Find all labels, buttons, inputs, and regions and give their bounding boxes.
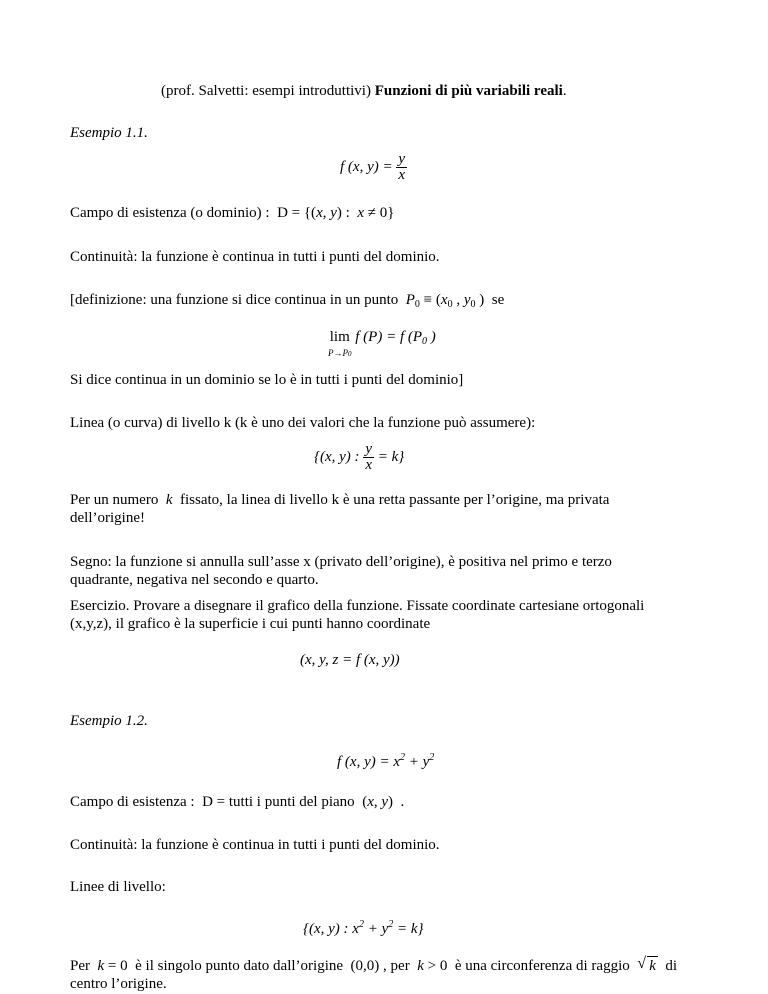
domain-2-text-b: D = tutti i punti del piano xyxy=(202,794,355,810)
k-cases-text-a: Per xyxy=(70,958,90,974)
k-cases-text-c: , per xyxy=(383,958,410,974)
example-2-heading: Esempio 1.2. xyxy=(70,713,148,729)
domain-line-2: Campo di esistenza : D = tutti i punti del piano (x, y) . xyxy=(70,794,405,810)
fixed-k-paragraph: Per un numero k fissato, la linea di livello k è una retta passante per l’origine, ma privata dell’origine! xyxy=(70,492,610,526)
continuity-text-1: Continuità: la funzione è continua in tutti i punti del dominio. xyxy=(70,249,440,265)
level-set-formula-2: {(x, y) : $x^2 + y^2 = k$} xyxy=(303,919,424,937)
formula-x2-plus-y2: f (x, $y) = x^2 + y^2$ xyxy=(337,752,435,770)
exercise-text-b: (x,y,z), il grafico è la superficie i cui punti hanno coordinate xyxy=(70,616,431,632)
title-suffix: . xyxy=(562,83,567,99)
title-main: Funzioni di più variabili reali xyxy=(374,83,563,99)
k-cases-text-d: è una circonferenza di raggio xyxy=(454,958,630,974)
level-lines-label: Linee di livello: xyxy=(70,879,166,895)
definition-end: se xyxy=(491,292,505,308)
example-1-heading: Esempio 1.1. xyxy=(70,125,148,141)
definition-line: [definizione: una funzione si dice continua in un punto $P_0 \equiv (x_0$ , $y_0$ ) se xyxy=(70,292,505,310)
sqrt-k: √ k xyxy=(637,956,658,975)
fixed-k-text-c: dell’origine! xyxy=(70,510,145,526)
domain-text: Campo di esistenza (o dominio) : xyxy=(70,205,270,221)
domain-2-text-a: Campo di esistenza : xyxy=(70,794,195,810)
domain-line-1: Campo di esistenza (o dominio) : D = {(x, y) : x ≠ 0} xyxy=(70,205,395,221)
sign-paragraph xyxy=(70,553,730,589)
k-cases-paragraph: Per k = 0 è il singolo punto dato dall’origine (0,0) , per k > 0 è una circonferenza di raggio √ k di centro l’origine. xyxy=(70,956,750,993)
definition-close: Si dice continua in un dominio se lo è in tutti i punti del dominio] xyxy=(70,372,464,388)
level-set-formula-1: {(x, y) : $\frac{y}{x}$ = k} xyxy=(314,441,405,473)
graph-coordinates-formula: (x, y, z = f (x, y)) xyxy=(300,652,400,668)
sign-text-a: Segno: la funzione si annulla sull’asse x (privato dell’origine), è positiva nel primo e terzo xyxy=(70,554,612,570)
limit-formula: lim P→P0 f (P) = f ($P_0$ ) xyxy=(328,329,436,358)
title-prefix: (prof. Salvetti: esempi introduttivi) xyxy=(161,83,371,99)
definition-start: [definizione: una funzione si dice continua in un punto xyxy=(70,292,399,308)
exercise-text-a: Esercizio. Provare a disegnare il grafico della funzione. Fissate coordinate cartesiane ortogonali xyxy=(70,598,645,614)
sign-text-b: quadrante, negativa nel secondo e quarto. xyxy=(70,572,319,588)
k-cases-text-e: di xyxy=(665,958,678,974)
exercise-paragraph xyxy=(70,597,750,633)
formula-f-y-over-x: f (x, y) = $\frac{y}{x}$ xyxy=(340,151,406,183)
document-title xyxy=(161,84,567,99)
k-cases-text-b: è il singolo punto dato dall’origine xyxy=(135,958,344,974)
fixed-k-text-b: fissato, la linea di livello k è una retta passante per l’origine, ma privata xyxy=(180,492,610,508)
continuity-text-2: Continuità: la funzione è continua in tutti i punti del dominio. xyxy=(70,837,440,853)
k-cases-text-f: centro l’origine. xyxy=(70,976,167,992)
level-curve-text: Linea (o curva) di livello k (k è uno dei valori che la funzione può assumere): xyxy=(70,415,536,431)
fixed-k-text-a: Per un numero xyxy=(70,492,159,508)
